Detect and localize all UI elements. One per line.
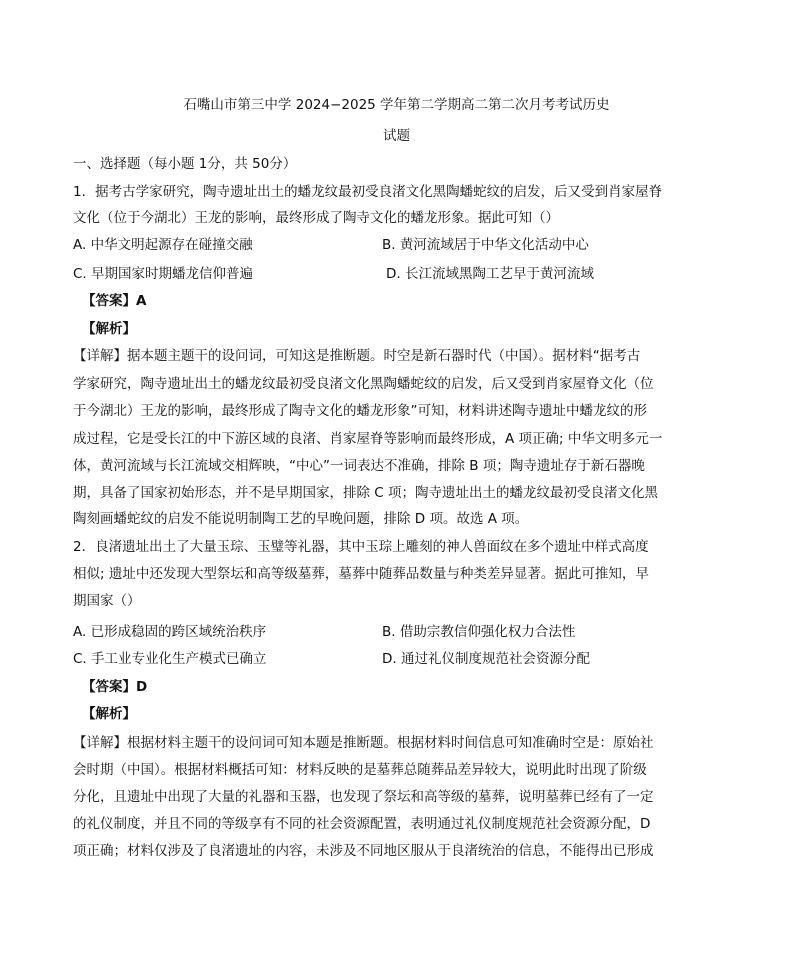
question-2-option-d: D. 通过礼仪制度规范社会资源分配 (382, 651, 590, 667)
question-2-detail-line: 【详解】根据材料主题干的设问词可知本题是推断题。根据材料时间信息可知准确时空是：原始社 (73, 735, 654, 751)
question-1-answer: 【答案】A (82, 293, 147, 309)
document-title: 石嘴山市第三中学 2024−2025 学年第二学期高二第二次月考考试历史 (183, 97, 610, 113)
question-2-option-c: C. 手工业专业化生产模式已确立 (73, 651, 267, 667)
question-2-detail-line: 会时期（中国）。根据材料概括可知：材料反映的是墓葬总随葬品差异较大，说明此时出现了阶级 (73, 762, 647, 778)
question-1-option-a: A. 中华文明起源存在碰撞交融 (73, 237, 253, 253)
question-1-analysis-label: 【解析】 (82, 321, 136, 337)
section-heading: 一、选择题（每小题 1分，共 50分） (73, 156, 297, 172)
question-2-stem-line: 2．良渚遗址出土了大量玉琮、玉璧等礼器，其中玉琮上雕刻的神人兽面纹在多个遗址中样式高度 (73, 539, 649, 555)
question-2-stem-line: 相似; 遗址中还发现大型祭坛和高等级墓葬，墓葬中随葬品数量与种类差异显著。据此可推知，早 (73, 566, 649, 582)
question-2-option-a: A. 已形成稳固的跨区域统治秩序 (73, 624, 267, 640)
question-1-detail-line: 学家研究，陶寺遗址出土的蟠龙纹最初受良渚文化黑陶蟠蛇纹的启发，后又受到肖家屋脊文化（位 (73, 376, 654, 392)
question-2-option-b: B. 借助宗教信仰强化权力合法性 (382, 624, 576, 640)
question-1-option-b: B. 黄河流域居于中华文化活动中心 (382, 237, 589, 253)
question-1-option-c: C. 早期国家时期蟠龙信仰普遍 (73, 266, 254, 282)
question-2-analysis-label: 【解析】 (82, 706, 136, 722)
question-1-stem-line: 文化（位于今湖北）王龙的影响，最终形成了陶寺文化的蟠龙形象。据此可知（） (73, 210, 559, 226)
document-title-continuation: 试题 (383, 128, 410, 144)
question-1-option-d: D. 长江流域黑陶工艺早于黄河流域 (386, 266, 594, 282)
question-1-stem-line: 1．据考古学家研究，陶寺遗址出土的蟠龙纹最初受良渚文化黑陶蟠蛇纹的启发，后又受到肖家屋脊 (73, 184, 663, 200)
question-1-detail-line: 于今湖北）王龙的影响，最终形成了陶寺文化的蟠龙形象”可知，材料讲述陶寺遗址中蟠龙纹的形 (73, 403, 647, 419)
question-1-detail-line: 体，黄河流域与长江流域交相辉映，“中心”一词表达不准确，排除 B 项；陶寺遗址存于新石器晚 (73, 458, 645, 474)
question-1-detail-line: 期，具备了国家初始形态，并不是早期国家，排除 C 项；陶寺遗址出土的蟠龙纹最初受良渚文化黑 (73, 485, 659, 501)
question-2-detail-line: 的礼仪制度，并且不同的等级享有不同的社会资源配置，表明通过礼仪制度规范社会资源分配，D (73, 816, 651, 832)
question-1-detail-line: 【详解】据本题主题干的设问词，可知这是推断题。时空是新石器时代（中国）。据材料“据考古 (73, 348, 641, 364)
question-2-detail-line: 项正确；材料仅涉及了良渚遗址的内容，未涉及不同地区服从于良渚统治的信息，不能得出已形成 (73, 843, 654, 859)
question-1-detail-line: 成过程，它是受长江的中下游区域的良渚、肖家屋脊等影响而最终形成，A 项正确; 中华文明多元一 (73, 431, 663, 447)
question-1-detail-line: 陶刻画蟠蛇纹的启发不能说明制陶工艺的早晚问题，排除 D 项。故选 A 项。 (73, 511, 529, 527)
question-2-answer: 【答案】D (82, 679, 148, 695)
question-2-detail-line: 分化，且遗址中出现了大量的礼器和玉器，也发现了祭坛和高等级的墓葬，说明墓葬已经有了一定 (73, 789, 654, 805)
question-2-stem-line: 期国家（） (73, 593, 141, 609)
